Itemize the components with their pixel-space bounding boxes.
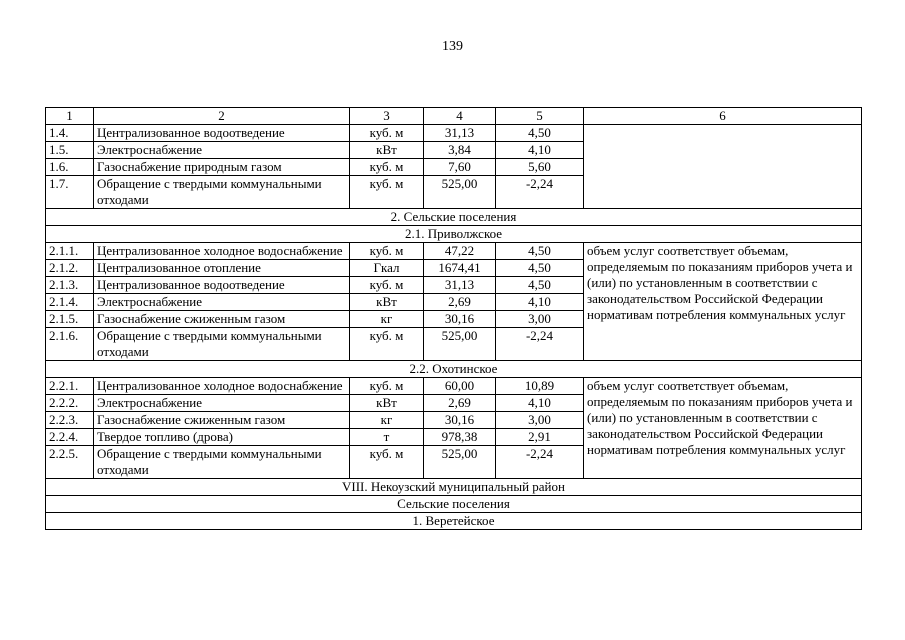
section-row	[46, 513, 862, 530]
section-title: 2. Сельские поселения	[46, 209, 862, 226]
row-number: 1.4.	[46, 125, 94, 142]
value: 2,69	[424, 395, 496, 412]
value: 60,00	[424, 378, 496, 395]
unit: кг	[350, 311, 424, 328]
service-name: Электроснабжение	[94, 142, 350, 159]
change: 5,60	[496, 159, 584, 176]
service-name: Электроснабжение	[94, 395, 350, 412]
service-name: Газоснабжение природным газом	[94, 159, 350, 176]
row-number: 2.2.3.	[46, 412, 94, 429]
change: -2,24	[496, 176, 584, 209]
row-number: 2.1.6.	[46, 328, 94, 361]
value: 525,00	[424, 328, 496, 361]
table-row	[46, 125, 862, 142]
change: 4,50	[496, 125, 584, 142]
section-title: 2.2. Охотинское	[46, 361, 862, 378]
section-row	[46, 361, 862, 378]
unit: кг	[350, 412, 424, 429]
unit: куб. м	[350, 159, 424, 176]
change: 3,00	[496, 412, 584, 429]
change: 2,91	[496, 429, 584, 446]
unit: кВт	[350, 395, 424, 412]
service-name: Газоснабжение сжиженным газом	[94, 412, 350, 429]
change: 3,00	[496, 311, 584, 328]
row-number: 1.7.	[46, 176, 94, 209]
service-name: Централизованное водоотведение	[94, 125, 350, 142]
change: 4,10	[496, 294, 584, 311]
value: 7,60	[424, 159, 496, 176]
section-row	[46, 209, 862, 226]
service-name: Обращение с твердыми коммунальными отходами	[94, 446, 350, 479]
change: 10,89	[496, 378, 584, 395]
value: 47,22	[424, 243, 496, 260]
section-title: 2.1. Приволжское	[46, 226, 862, 243]
service-name: Централизованное отопление	[94, 260, 350, 277]
header-cell: 5	[496, 108, 584, 125]
unit: Гкал	[350, 260, 424, 277]
unit: куб. м	[350, 378, 424, 395]
value: 31,13	[424, 277, 496, 294]
service-name: Централизованное холодное водоснабжение	[94, 243, 350, 260]
value: 1674,41	[424, 260, 496, 277]
note-cell: объем услуг соответствует объемам, определяемым по показаниям приборов учета и (или) по установленным в соответствии с законодательством Российской Федерации нормативам потребления коммунальных услуг	[584, 243, 862, 361]
change: 4,10	[496, 142, 584, 159]
section-row	[46, 226, 862, 243]
header-cell: 6	[584, 108, 862, 125]
unit: т	[350, 429, 424, 446]
row-number: 2.2.5.	[46, 446, 94, 479]
unit: кВт	[350, 294, 424, 311]
value: 525,00	[424, 446, 496, 479]
row-number: 2.1.2.	[46, 260, 94, 277]
section-title: Сельские поселения	[46, 496, 862, 513]
section-row	[46, 496, 862, 513]
change: 4,50	[496, 260, 584, 277]
row-number: 2.1.1.	[46, 243, 94, 260]
row-number: 2.1.3.	[46, 277, 94, 294]
value: 3,84	[424, 142, 496, 159]
section-row	[46, 479, 862, 496]
change: -2,24	[496, 446, 584, 479]
service-name: Централизованное водоотведение	[94, 277, 350, 294]
change: 4,50	[496, 277, 584, 294]
value: 30,16	[424, 311, 496, 328]
change: -2,24	[496, 328, 584, 361]
header-cell: 3	[350, 108, 424, 125]
row-number: 1.6.	[46, 159, 94, 176]
row-number: 1.5.	[46, 142, 94, 159]
tariff-table	[45, 107, 862, 530]
row-number: 2.1.5.	[46, 311, 94, 328]
unit: куб. м	[350, 125, 424, 142]
value: 30,16	[424, 412, 496, 429]
header-cell: 1	[46, 108, 94, 125]
value: 978,38	[424, 429, 496, 446]
value: 31,13	[424, 125, 496, 142]
header-cell: 4	[424, 108, 496, 125]
unit: куб. м	[350, 446, 424, 479]
section-title: 1. Веретейское	[46, 513, 862, 530]
row-number: 2.2.1.	[46, 378, 94, 395]
unit: куб. м	[350, 176, 424, 209]
service-name: Твердое топливо (дрова)	[94, 429, 350, 446]
value: 525,00	[424, 176, 496, 209]
service-name: Обращение с твердыми коммунальными отходами	[94, 176, 350, 209]
unit: куб. м	[350, 277, 424, 294]
unit: куб. м	[350, 243, 424, 260]
service-name: Централизованное холодное водоснабжение	[94, 378, 350, 395]
row-number: 2.2.2.	[46, 395, 94, 412]
service-name: Электроснабжение	[94, 294, 350, 311]
header-cell: 2	[94, 108, 350, 125]
change: 4,50	[496, 243, 584, 260]
service-name: Обращение с твердыми коммунальными отходами	[94, 328, 350, 361]
change: 4,10	[496, 395, 584, 412]
note-cell: объем услуг соответствует объемам, определяемым по показаниям приборов учета и (или) по установленным в соответствии с законодательством Российской Федерации нормативам потребления коммунальных услуг	[584, 378, 862, 479]
row-number: 2.1.4.	[46, 294, 94, 311]
section-title: VIII. Некоузский муниципальный район	[46, 479, 862, 496]
row-number: 2.2.4.	[46, 429, 94, 446]
table-row	[46, 243, 862, 260]
unit: куб. м	[350, 328, 424, 361]
service-name: Газоснабжение сжиженным газом	[94, 311, 350, 328]
value: 2,69	[424, 294, 496, 311]
unit: кВт	[350, 142, 424, 159]
table-row	[46, 378, 862, 395]
table-header-row	[46, 108, 862, 125]
note-cell-empty	[584, 125, 862, 209]
page-number: 139	[442, 39, 463, 54]
